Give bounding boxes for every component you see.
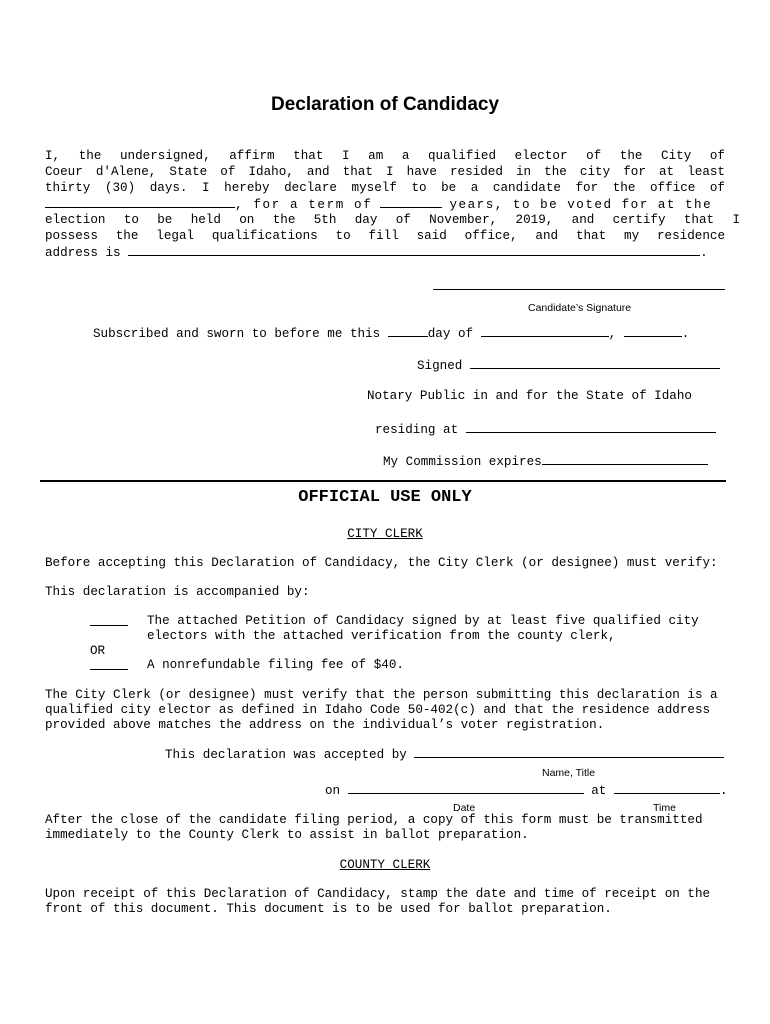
commission-row (383, 453, 708, 469)
official-use-heading: OFFICIAL USE ONLY (298, 488, 472, 507)
accepted-time-field[interactable] (614, 782, 720, 794)
commission-label: My Commission expires (383, 455, 542, 469)
at-label: at (591, 784, 607, 798)
sworn-label: Subscribed and sworn to before me this (93, 327, 381, 341)
declaration-line-6: possess the legal qualifications to fill said office, and that my residence (45, 229, 725, 243)
residence-address-field[interactable] (128, 244, 700, 256)
city-clerk-heading: CITY CLERK (347, 527, 423, 541)
date-time-row (325, 782, 728, 798)
accepted-by-row (165, 746, 724, 762)
verify-text: Before accepting this Declaration of Candidacy, the City Clerk (or designee) must verify: (45, 556, 718, 570)
petition-checkbox-line[interactable] (90, 614, 128, 626)
section-divider (40, 480, 726, 482)
notary-public-label: Notary Public in and for the State of Idaho (367, 389, 692, 403)
residing-at-field[interactable] (466, 421, 716, 433)
accompanied-text: This declaration is accompanied by: (45, 585, 310, 599)
on-label: on (325, 784, 341, 798)
declaration-line-5: election to be held on the 5th day of November, 2019, and certify that I (45, 213, 740, 227)
declaration-line-7 (45, 244, 708, 261)
signed-label: Signed (417, 359, 463, 373)
residing-label: residing at (375, 423, 459, 437)
date-caption: Date (453, 802, 476, 814)
office-field[interactable] (45, 196, 235, 208)
sworn-day-field[interactable] (388, 325, 428, 337)
sworn-month-field[interactable] (481, 325, 609, 337)
commission-expires-field[interactable] (542, 453, 708, 465)
verify2-line-3: provided above matches the address on the individual’s voter registration. (45, 718, 605, 732)
fee-checkbox-line[interactable] (90, 658, 128, 670)
declaration-line-4 (45, 196, 725, 213)
declaration-line-2: Coeur d'Alene, State of Idaho, and that I have resided in the city for at least (45, 165, 725, 179)
sworn-statement (93, 325, 689, 341)
option-petition-line-1: The attached Petition of Candidacy signed by at least five qualified city (147, 614, 699, 628)
years-text: years, to be voted for at the (449, 198, 713, 212)
residing-row (375, 421, 716, 437)
accepted-by-field[interactable] (414, 746, 724, 758)
address-label: address is (45, 246, 121, 260)
name-title-caption: Name, Title (542, 767, 596, 779)
accepted-by-label: This declaration was accepted by (165, 748, 407, 762)
time-period: . (719, 784, 728, 798)
option-fee: A nonrefundable filing fee of $40. (147, 658, 404, 672)
term-label: , for a term of (235, 198, 373, 212)
or-label: OR (90, 644, 106, 658)
signature-line[interactable] (433, 289, 725, 290)
signed-row (417, 357, 720, 373)
term-years-field[interactable] (380, 196, 442, 208)
after-line-1: After the close of the candidate filing period, a copy of this form must be transmitted (45, 813, 703, 827)
signature-caption: Candidate’s Signature (528, 302, 632, 314)
page-title: Declaration of Candidacy (270, 94, 500, 115)
receipt-line-2: front of this document. This document is to be used for ballot preparation. (45, 902, 612, 916)
verify2-line-2: qualified city elector as defined in Idaho Code 50-402(c) and that the residence address (45, 703, 711, 717)
after-line-2: immediately to the County Clerk to assist in ballot preparation. (45, 828, 529, 842)
receipt-line-1: Upon receipt of this Declaration of Candidacy, stamp the date and time of receipt on the (45, 887, 711, 901)
verify2-line-1: The City Clerk (or designee) must verify that the person submitting this declaration is a (45, 688, 718, 702)
day-of-label: day of (427, 327, 474, 341)
county-clerk-heading: COUNTY CLERK (339, 858, 431, 872)
sworn-period: . (681, 327, 690, 341)
accepted-date-field[interactable] (348, 782, 584, 794)
sworn-comma: , (608, 327, 617, 341)
time-caption: Time (653, 802, 676, 814)
option-petition-line-2: electors with the attached verification from the county clerk, (147, 629, 616, 643)
declaration-line-3: thirty (30) days. I hereby declare myself to be a candidate for the office of (45, 181, 725, 195)
sworn-year-field[interactable] (624, 325, 682, 337)
notary-signature-field[interactable] (470, 357, 720, 369)
declaration-line-1: I, the undersigned, affirm that I am a qualified elector of the City of (45, 149, 725, 163)
address-period: . (700, 246, 708, 260)
